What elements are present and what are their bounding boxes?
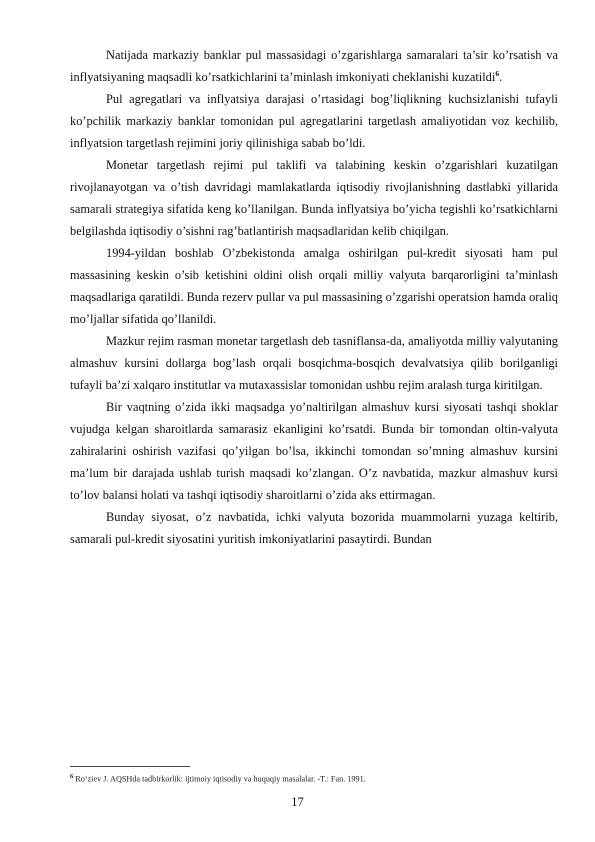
paragraph-1-text: Natijada markaziy banklar pul massasidagi o’zgarishlarga samaralari ta’sir ko’rsatish va inflyatsiyaning maqsadli ko’rsatkichlarini ta’minlash imkoniyati cheklanishi kuzatildi (70, 48, 558, 84)
paragraph-1-end: . (499, 70, 503, 84)
paragraph-5: Mazkur rejim rasman monetar targetlash deb tasniflansa-da, amaliyotda milliy valyutaning almashuv kursini dollarga bog’lash orqali bosqichma-bosqich devalvatsiya qilib borilganligi tufayli ba’zi xalqaro institutlar va mutaxassislar tomonidan ushbu rejim aralash turga kiritilgan. (70, 334, 558, 392)
body-text (70, 44, 558, 550)
footnote-text: Ro‘ziev J. AQSHda tadbirkorlik: ijtimoiy iqtisodiy va huquqiy masalalar. -T.: Fan. 1991. (75, 774, 366, 784)
footnote-separator (70, 766, 190, 767)
footnote-reference[interactable]: 6 (495, 68, 500, 78)
page-number: 17 (291, 795, 304, 809)
paragraph-6: Bir vaqtning o’zida ikki maqsadga yo’naltirilgan almashuv kursi siyosati tashqi shoklar vujudga kelgan sharoitlarda samarasiz ekanligini ko’rsatdi. Bunda bir tomondan oltin-valyuta zahiralarini oshirish vazifasi qo’yilgan bo’lsa, ikkinchi tomondan so’mning almashuv kursini ma’lum bir darajada ushlab turish maqsadi ko’zlangan. O’z navbatida, mazkur almashuv kursi to’lov balansi holati va tashqi iqtisodiy sharoitlarni o’zida aks ettirmagan. (70, 400, 558, 502)
paragraph-7: Bunday siyosat, o’z navbatida, ichki valyuta bozorida muammolarni yuzaga keltirib, samarali pul-kredit siyosatini yuritish imkoniyatlarini pasaytirdi. Bundan (70, 510, 558, 546)
paragraph-2: Pul agregatlari va inflyatsiya darajasi o’rtasidagi bog’liqlikning kuchsizlanishi tufayli ko’pchilik markaziy banklar tomonidan pul agregatlarini targetlash amaliyotidan voz kechilib, inflyatsion targetlash rejimini joriy qilinishiga sabab bo’ldi. (70, 92, 558, 150)
paragraph-4: 1994-yildan boshlab O’zbekistonda amalga oshirilgan pul-kredit siyosati ham pul massasining keskin o’sib ketishini oldini olish orqali milliy valyuta barqarorligini ta’minlash maqsadlariga qaratildi. Bunda rezerv pullar va pul massasining o’zgarishi operatsion hamda oraliq mo’ljallar sifatida qo’llanildi. (70, 246, 558, 326)
footnote-mark: 6 (70, 773, 74, 780)
paragraph-3: Monetar targetlash rejimi pul taklifi va talabining keskin o’zgarishlari kuzatilgan rivojlanayotgan va o’tish davridagi mamlakatlarda iqtisodiy rivojlanishning dastlabki yillarida samarali strategiya sifatida keng ko’llanilgan. Bunda inflyatsiya bo’yicha tegishli ko’rsatkichlarni belgilashda iqtisodiy o’sishni rag’batlantirish maqsadlaridan kelib chiqilgan. (70, 158, 558, 238)
footnote (70, 771, 558, 785)
paragraph-1 (70, 44, 558, 88)
